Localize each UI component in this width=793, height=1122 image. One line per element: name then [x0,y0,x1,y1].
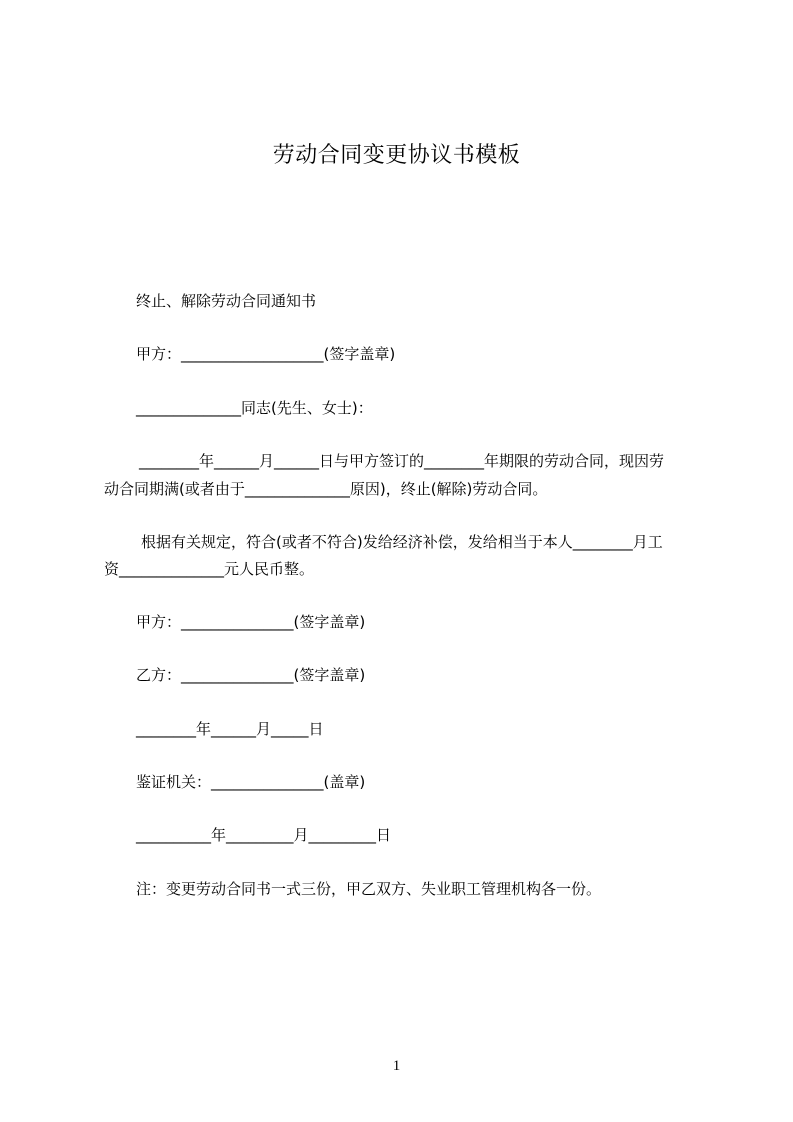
document-title: 劳动合同变更协议书模板 [272,143,521,168]
compensation-paragraph-line-1: 根据有关规定，符合(或者不符合)发给经济补偿，发给相当于本人________月工 [141,533,663,551]
party-b-signature-line: 乙方：_______________(签字盖章) [136,666,366,684]
party-a-signature-line: 甲方：___________________(签字盖章) [136,345,396,363]
comrade-line: ______________同志(先生、女士)： [136,399,373,417]
authority-line: 鉴证机关：_______________(盖章) [136,773,366,791]
note-line: 注：变更劳动合同书一式三份，甲乙双方、失业职工管理机构各一份。 [136,880,602,898]
date-line-2: __________年_________月_________日 [136,826,392,844]
party-a-signature-line-2: 甲方：_______________(签字盖章) [136,613,366,631]
date-line-1: ________年______月_____日 [136,720,324,738]
contract-date-paragraph-line-1: ________年______月______日与甲方签订的________年期限的劳动合同，现因劳 [139,452,665,470]
notice-heading: 终止、解除劳动合同通知书 [136,292,317,310]
contract-date-paragraph-line-2: 动合同期满(或者由于______________原因)，终止(解除)劳动合同。 [104,480,548,498]
page-number: 1 [392,1058,401,1074]
compensation-paragraph-line-2: 资______________元人民币整。 [104,560,315,578]
